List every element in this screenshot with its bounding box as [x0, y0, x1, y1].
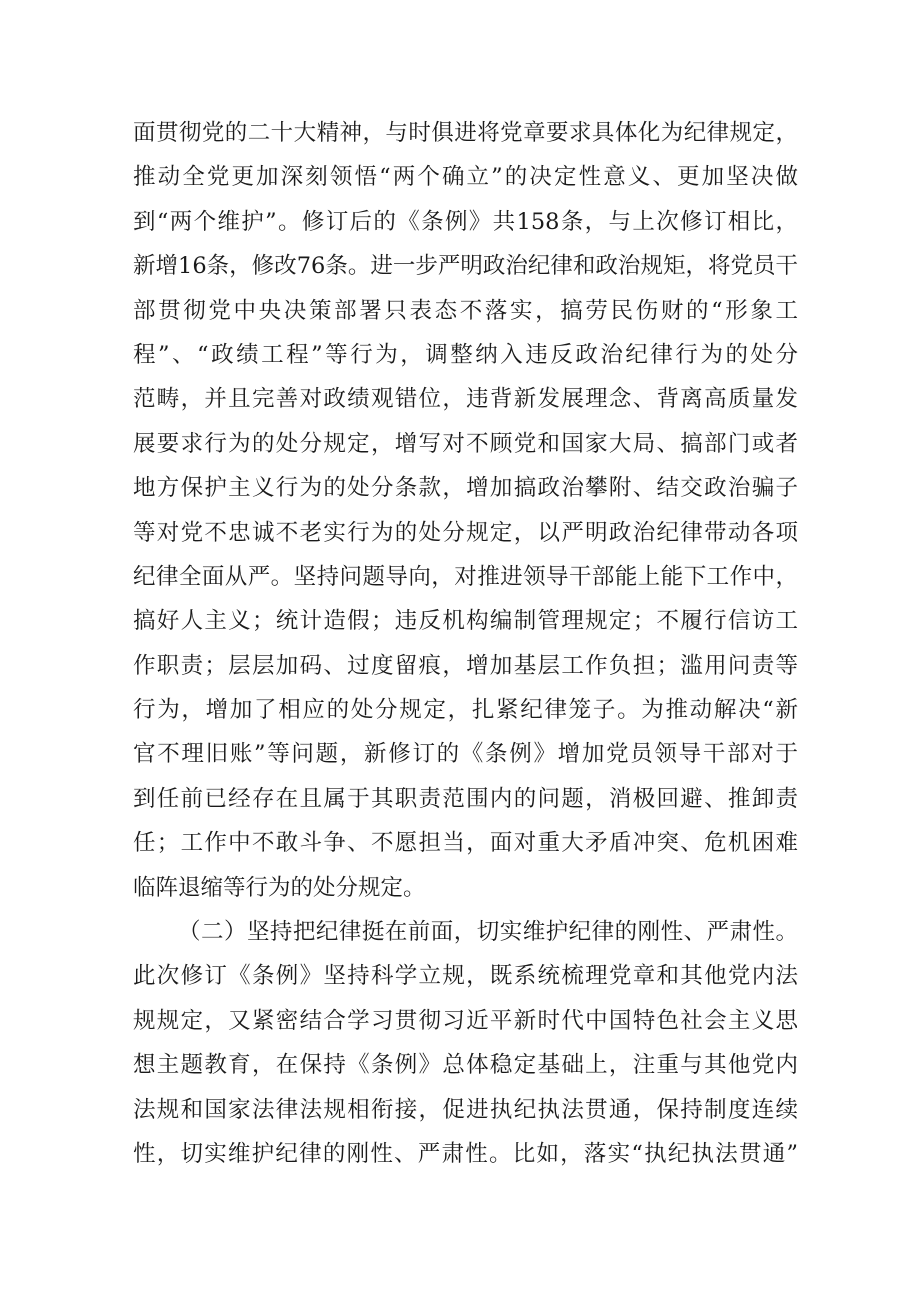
text-line: 法规和国家法律法规相衔接，促进执纪执法贯通，保持制度连续: [133, 1096, 798, 1123]
text-line: 等对党不忠诚不老实行为的处分规定，以严明政治纪律带动各项: [133, 519, 798, 546]
text-line: 范畴，并且完善对政绩观错位，违背新发展理念、背离高质量发: [133, 386, 798, 413]
text-line: 作职责；层层加码、过度留痕，增加基层工作负担；滥用问责等: [133, 652, 798, 679]
text-line: 规规定，又紧密结合学习贯彻习近平新时代中国特色社会主义思: [133, 1007, 798, 1034]
text-line: 任；工作中不敢斗争、不愿担当，面对重大矛盾冲突、危机困难: [133, 830, 798, 857]
text-line: 临阵退缩等行为的处分规定。: [133, 874, 426, 901]
text-line: 面贯彻党的二十大精神，与时俱进将党章要求具体化为纪律规定，: [133, 120, 798, 146]
text-line: 展要求行为的处分规定，增写对不顾党和国家大局、搞部门或者: [133, 430, 798, 457]
text-line: 程”、“政绩工程”等行为，调整纳入违反政治纪律行为的处分: [133, 341, 798, 368]
text-line: 新增16条，修改76条。进一步严明政治纪律和政治规矩，将党员干: [133, 253, 798, 280]
text-line: 行为，增加了相应的处分规定，扎紧纪律笼子。为推动解决“新: [133, 697, 798, 724]
text-line: 纪律全面从严。坚持问题导向，对推进领导干部能上能下工作中，: [133, 563, 798, 590]
text-line: 推动全党更加深刻领悟“两个确立”的决定性意义、更加坚决做: [133, 164, 798, 191]
text-line: 搞好人主义；统计造假；违反机构编制管理规定；不履行信访工: [133, 608, 798, 635]
text-line: 官不理旧账”等问题，新修订的《条例》增加党员领导干部对于: [133, 741, 798, 768]
text-line: 此次修订《条例》坚持科学立规，既系统梳理党章和其他党内法: [133, 963, 798, 990]
body-text: [133, 111, 798, 1176]
text-line: 地方保护主义行为的处分条款，增加搞政治攀附、结交政治骗子: [133, 475, 798, 502]
text-line: 到“两个维护”。修订后的《条例》共158条，与上次修订相比，: [133, 208, 798, 235]
text-line: 性，切实维护纪律的刚性、严肃性。比如，落实“执纪执法贯通”: [133, 1140, 798, 1167]
section-heading-line: （二）坚持把纪律挺在前面，切实维护纪律的刚性、严肃性。: [178, 919, 798, 946]
text-line: 到任前已经存在且属于其职责范围内的问题，消极回避、推卸责: [133, 785, 798, 812]
paragraph-1: [133, 111, 798, 910]
paragraph-2: [133, 910, 798, 1176]
text-line: 部贯彻党中央决策部署只表态不落实，搞劳民伤财的“形象工: [133, 297, 798, 324]
text-line: 想主题教育，在保持《条例》总体稳定基础上，注重与其他党内: [133, 1052, 798, 1079]
